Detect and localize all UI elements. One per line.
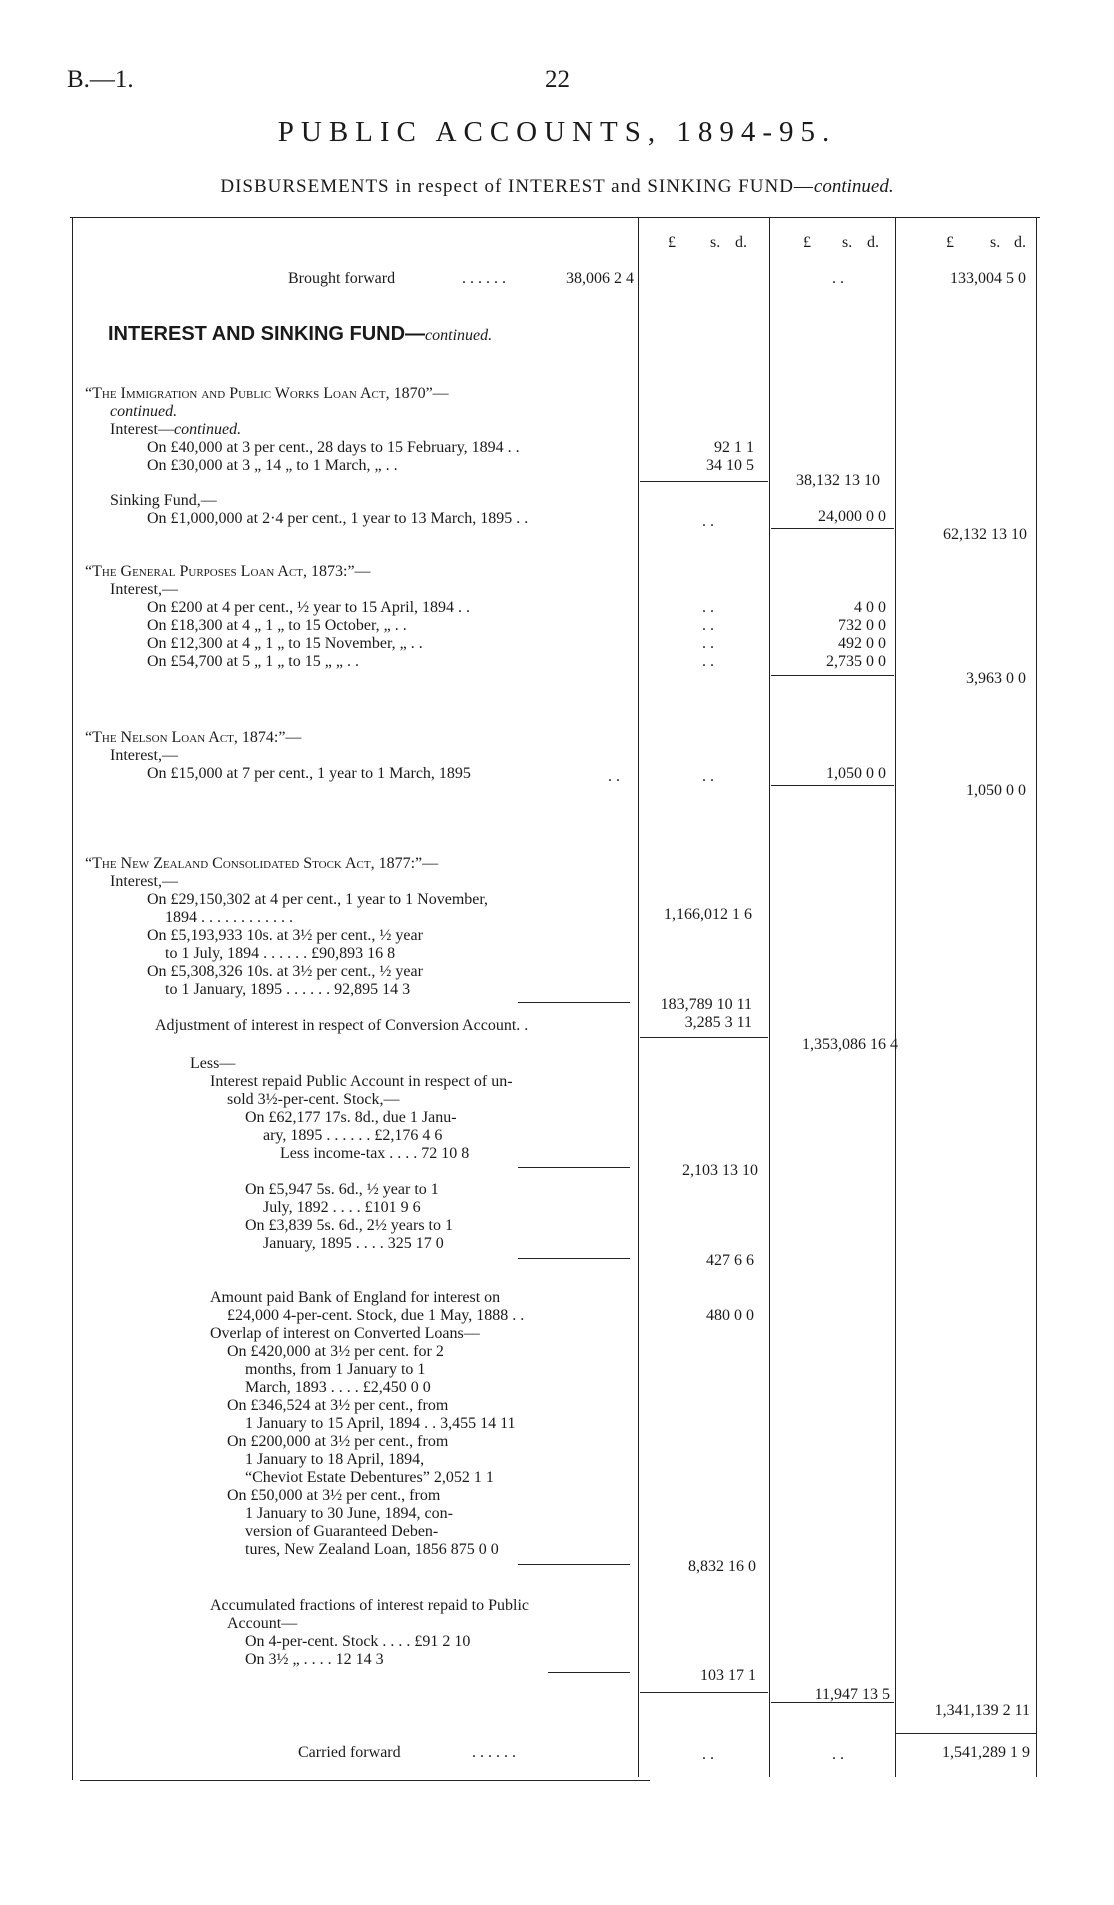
- brought-forward-col3: 133,004 5 0: [950, 270, 1026, 287]
- col2-pence: d.: [867, 234, 879, 251]
- interest-label: Interest—: [110, 421, 174, 438]
- general-purposes-line-4: On £54,700 at 5 „ 1 „ to 15 „ „ . .: [147, 653, 359, 670]
- adjustment-col1: 3,285 3 11: [684, 1014, 752, 1031]
- immigration-subtotal-rule: [640, 481, 768, 482]
- general-purposes-line-4-col1: . .: [702, 653, 714, 670]
- fractions-col1: 103 17 1: [700, 1667, 756, 1684]
- col3-pounds: £: [946, 234, 954, 251]
- nelson-title: “The Nelson Loan Act, 1874:”—: [85, 729, 302, 746]
- stock-1-col1: 2,103 13 10: [682, 1162, 758, 1179]
- brought-forward-dots: . . . . . .: [462, 270, 506, 287]
- brought-forward-col2: . .: [832, 270, 844, 287]
- section-heading: [108, 322, 492, 348]
- consolidated-gross-rule: [640, 1037, 768, 1038]
- table-left-border: [72, 217, 73, 1780]
- col2-pounds: £: [803, 234, 811, 251]
- general-purposes-line-4-col2: 2,735 0 0: [826, 653, 886, 670]
- carried-forward-top-rule: [895, 1733, 1036, 1734]
- overlap-1-line-b: months, from 1 January to 1: [245, 1361, 426, 1378]
- stock-2-rule: [518, 1258, 630, 1259]
- consolidated-interest-label: Interest,—: [110, 873, 178, 890]
- nelson-col2: 1,050 0 0: [826, 765, 886, 782]
- sinking-fund-col2: 24,000 0 0: [818, 508, 886, 525]
- overlap-1-line-c: March, 1893 . . . . £2,450 0 0: [245, 1379, 431, 1396]
- consolidated-total-rule: [771, 1702, 894, 1703]
- carried-forward-col3: 1,541,289 1 9: [942, 1744, 1030, 1761]
- overlap-3-line-c: “Cheviot Estate Debentures” 2,052 1 1: [245, 1469, 494, 1486]
- fractions-line-a: Accumulated fractions of interest repaid to Public: [210, 1597, 530, 1614]
- nelson-interest-label: Interest,—: [110, 747, 178, 764]
- col2-shillings: s.: [842, 234, 853, 251]
- consolidated-half-year-col1: 183,789 10 11: [660, 996, 752, 1013]
- immigration-act-continued: continued.: [110, 403, 178, 420]
- brought-forward-col1: 38,006 2 4: [566, 270, 634, 287]
- brought-forward-label: Brought forward: [288, 270, 396, 287]
- col1-pounds: £: [668, 234, 676, 251]
- general-purposes-line-3-col1: . .: [702, 635, 714, 652]
- page-title: PUBLIC ACCOUNTS, 1894-95.: [277, 116, 837, 148]
- carried-forward-label: Carried forward: [298, 1744, 401, 1761]
- consolidated-half-year-rule: [518, 1002, 630, 1003]
- general-purposes-line-1-col2: 4 0 0: [854, 599, 886, 616]
- column-divider-1: [638, 217, 639, 1777]
- consolidated-line-1a: On £29,150,302 at 4 per cent., 1 year to 1 November,: [147, 891, 489, 908]
- sinking-fund-line: On £1,000,000 at 2·4 per cent., 1 year to 13 March, 1895 . .: [147, 510, 529, 527]
- overlap-4-line-d: tures, New Zealand Loan, 1856 875 0 0: [245, 1541, 499, 1558]
- col3-pence: d.: [1014, 234, 1026, 251]
- general-purposes-total-rule: [771, 675, 894, 676]
- consolidated-line-3b: to 1 January, 1895 . . . . . . 92,895 14 3: [165, 981, 411, 998]
- bank-of-england-col1: 480 0 0: [706, 1307, 754, 1324]
- overlap-1-line-a: On £420,000 at 3½ per cent. for 2: [227, 1343, 444, 1360]
- table-right-border: [1036, 217, 1037, 1777]
- general-purposes-line-3-col2: 492 0 0: [838, 635, 886, 652]
- column-divider-2: [769, 217, 770, 1777]
- immigration-line-1: On £40,000 at 3 per cent., 28 days to 15 February, 1894 . .: [147, 439, 520, 456]
- consolidated-line-1b: 1894 . . . . . . . . . . . .: [165, 909, 293, 926]
- bank-of-england-line-b: £24,000 4-per-cent. Stock, due 1 May, 1888 . .: [227, 1307, 525, 1324]
- section-heading-main: INTEREST AND SINKING FUND—: [108, 323, 426, 345]
- nelson-col1: . .: [702, 768, 714, 785]
- overlap-rule: [518, 1564, 630, 1565]
- stock-1-line-a: On £62,177 17s. 8d., due 1 Janu-: [245, 1109, 457, 1126]
- immigration-interest-heading: [110, 421, 241, 439]
- page-number: 22: [545, 66, 570, 93]
- overlap-3-line-b: 1 January to 18 April, 1894,: [245, 1451, 425, 1468]
- overlap-2-line-b: 1 January to 15 April, 1894 . . 3,455 14 11: [245, 1415, 516, 1432]
- immigration-act-total: 62,132 13 10: [943, 526, 1027, 543]
- carried-forward-dots: . . . . . .: [472, 1744, 516, 1761]
- adjustment-line: Adjustment of interest in respect of Conversion Account. .: [155, 1017, 529, 1034]
- column-divider-3: [895, 217, 896, 1777]
- overlap-4-line-b: 1 January to 30 June, 1894, con-: [245, 1505, 453, 1522]
- nelson-total: 1,050 0 0: [966, 782, 1026, 799]
- subtitle-continued: continued.: [813, 176, 894, 197]
- immigration-interest-total: 38,132 13 10: [796, 472, 880, 489]
- nelson-line: On £15,000 at 7 per cent., 1 year to 1 March, 1895: [147, 765, 471, 782]
- consolidated-line-2b: to 1 July, 1894 . . . . . . £90,893 16 8: [165, 945, 396, 962]
- consolidated-total: 1,341,139 2 11: [934, 1702, 1030, 1719]
- fractions-rule: [548, 1672, 630, 1673]
- immigration-total-rule: [771, 528, 894, 529]
- sinking-fund-col1: . .: [702, 513, 714, 530]
- overlap-heading: Overlap of interest on Converted Loans—: [210, 1325, 480, 1342]
- stock-2-line-a: On £5,947 5s. 6d., ½ year to 1: [245, 1181, 439, 1198]
- consolidated-line-3a: On £5,308,326 10s. at 3½ per cent., ½ year: [147, 963, 423, 980]
- fractions-3half-line: On 3½ „ . . . . 12 14 3: [245, 1651, 384, 1668]
- bank-of-england-line-a: Amount paid Bank of England for interest on: [210, 1289, 501, 1306]
- stock-2-line-c: On £3,839 5s. 6d., 2½ years to 1: [245, 1217, 453, 1234]
- overlap-4-line-a: On £50,000 at 3½ per cent., from: [227, 1487, 441, 1504]
- general-purposes-line-2-col2: 732 0 0: [838, 617, 886, 634]
- page-subtitle: [0, 176, 1114, 198]
- overlap-4-line-c: version of Guaranteed Deben-: [245, 1523, 439, 1540]
- immigration-line-2-col1: 34 10 5: [706, 457, 754, 474]
- repaid-line-b: sold 3½-per-cent. Stock,—: [227, 1091, 400, 1108]
- less-label: Less—: [190, 1055, 236, 1072]
- stock-1-line-b: ary, 1895 . . . . . . £2,176 4 6: [263, 1127, 443, 1144]
- immigration-line-1-col1: 92 1 1: [714, 439, 754, 456]
- general-purposes-interest-label: Interest,—: [110, 581, 178, 598]
- nelson-total-rule: [771, 785, 894, 786]
- interest-continued: continued.: [173, 421, 242, 438]
- stock-1-line-c: Less income-tax . . . . 72 10 8: [280, 1145, 470, 1162]
- section-heading-continued: continued.: [425, 327, 493, 344]
- general-purposes-title: “The General Purposes Loan Act, 1873:”—: [85, 563, 371, 580]
- col1-pence: d.: [735, 234, 747, 251]
- fractions-4pc-line: On 4-per-cent. Stock . . . . £91 2 10: [245, 1633, 471, 1650]
- sinking-fund-label: Sinking Fund,—: [110, 492, 217, 509]
- immigration-line-2: On £30,000 at 3 „ 14 „ to 1 March, „ . .: [147, 457, 398, 474]
- general-purposes-line-2: On £18,300 at 4 „ 1 „ to 15 October, „ . .: [147, 617, 407, 634]
- less-total-col2: 11,947 13 5: [814, 1686, 890, 1703]
- consolidated-line-1-col1: 1,166,012 1 6: [664, 906, 752, 923]
- table-bottom-rule: [80, 1780, 650, 1781]
- fractions-line-b: Account—: [227, 1615, 298, 1632]
- subtitle-main: DISBURSEMENTS in respect of INTEREST and SINKING FUND—: [220, 176, 814, 197]
- overlap-2-line-a: On £346,524 at 3½ per cent., from: [227, 1397, 449, 1414]
- stock-2-line-b: July, 1892 . . . . £101 9 6: [263, 1199, 421, 1216]
- general-purposes-line-1: On £200 at 4 per cent., ½ year to 15 April, 1894 . .: [147, 599, 471, 616]
- general-purposes-line-3: On £12,300 at 4 „ 1 „ to 15 November, „ . .: [147, 635, 423, 652]
- consolidated-line-2a: On £5,193,933 10s. at 3½ per cent., ½ year: [147, 927, 423, 944]
- less-total-rule: [640, 1692, 768, 1693]
- general-purposes-line-2-col1: . .: [702, 617, 714, 634]
- carried-forward-col2: . .: [832, 1746, 844, 1763]
- immigration-act-title: “The Immigration and Public Works Loan Act, 1870”—: [85, 385, 449, 402]
- repaid-line-a: Interest repaid Public Account in respect of un-: [210, 1073, 513, 1090]
- general-purposes-line-1-col1: . .: [702, 599, 714, 616]
- consolidated-title: “The New Zealand Consolidated Stock Act, 1877:”—: [85, 855, 439, 872]
- overlap-3-line-a: On £200,000 at 3½ per cent., from: [227, 1433, 449, 1450]
- stock-1-rule: [518, 1167, 630, 1168]
- document-reference: B.—1.: [67, 66, 134, 93]
- general-purposes-total: 3,963 0 0: [966, 670, 1026, 687]
- stock-2-line-d: January, 1895 . . . . 325 17 0: [263, 1235, 444, 1252]
- carried-forward-col1: . .: [702, 1746, 714, 1763]
- nelson-dots: . .: [608, 768, 620, 785]
- col3-shillings: s.: [990, 234, 1001, 251]
- overlap-col1: 8,832 16 0: [688, 1558, 756, 1575]
- consolidated-gross-col2: 1,353,086 16 4: [802, 1036, 898, 1053]
- col1-shillings: s.: [710, 234, 721, 251]
- stock-2-col1: 427 6 6: [706, 1252, 754, 1269]
